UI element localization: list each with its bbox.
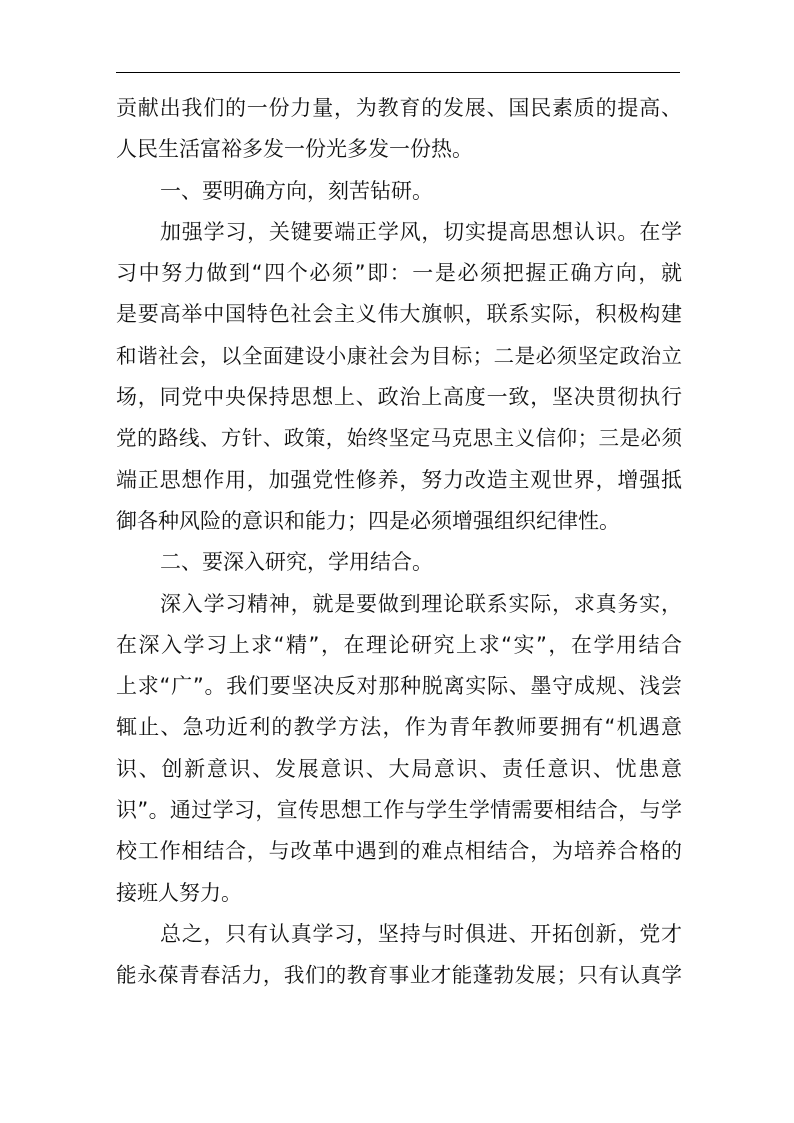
text-line: 总之，只有认真学习，坚持与时俱进、开拓创新，党才 — [160, 921, 682, 946]
text-line: 是要高举中国特色社会主义伟大旗帜，联系实际，积极构建 — [116, 302, 682, 327]
body-text — [116, 88, 682, 997]
text-line: 二、要深入研究，学用结合。 — [160, 550, 433, 575]
header-rule — [116, 72, 680, 73]
text-line: 一、要明确方向，刻苦钻研。 — [160, 178, 433, 203]
text-line: 深入学习精神，就是要做到理论联系实际，求真务实， — [160, 591, 682, 616]
text-line: 上求“广”。我们要坚决反对那种脱离实际、墨守成规、浅尝 — [116, 674, 682, 699]
text-line: 场，同党中央保持思想上、政治上高度一致，坚决贯彻执行 — [116, 385, 682, 410]
text-line: 和谐社会，以全面建设小康社会为目标；二是必须坚定政治立 — [116, 343, 682, 368]
text-line: 校工作相结合，与改革中遇到的难点相结合，为培养合格的 — [116, 839, 682, 864]
text-line: 接班人努力。 — [116, 880, 242, 905]
text-line: 党的路线、方针、政策，始终坚定马克思主义信仰；三是必须 — [116, 426, 682, 451]
text-line: 贡献出我们的一份力量，为教育的发展、国民素质的提高、 — [116, 96, 682, 120]
text-line: 辄止、急功近利的教学方法，作为青年教师要拥有“机遇意 — [116, 715, 682, 740]
text-line: 识、创新意识、发展意识、大局意识、责任意识、忧患意 — [116, 756, 682, 781]
text-line: 人民生活富裕多发一份光多发一份热。 — [116, 137, 473, 162]
text-line: 能永葆青春活力，我们的教育事业才能蓬勃发展；只有认真学 — [116, 963, 682, 988]
text-line: 端正思想作用，加强党性修养，努力改造主观世界，增强抵 — [116, 467, 682, 492]
text-line: 在深入学习上求“精”，在理论研究上求“实”，在学用结合 — [116, 632, 682, 657]
text-line: 加强学习，关键要端正学风，切实提高思想认识。在学 — [160, 219, 682, 244]
text-line: 识”。通过学习，宣传思想工作与学生学情需要相结合，与学 — [116, 798, 682, 823]
text-line: 习中努力做到“四个必须”即：一是必须把握正确方向，就 — [116, 261, 682, 286]
text-line: 御各种风险的意识和能力；四是必须增强组织纪律性。 — [116, 508, 620, 533]
